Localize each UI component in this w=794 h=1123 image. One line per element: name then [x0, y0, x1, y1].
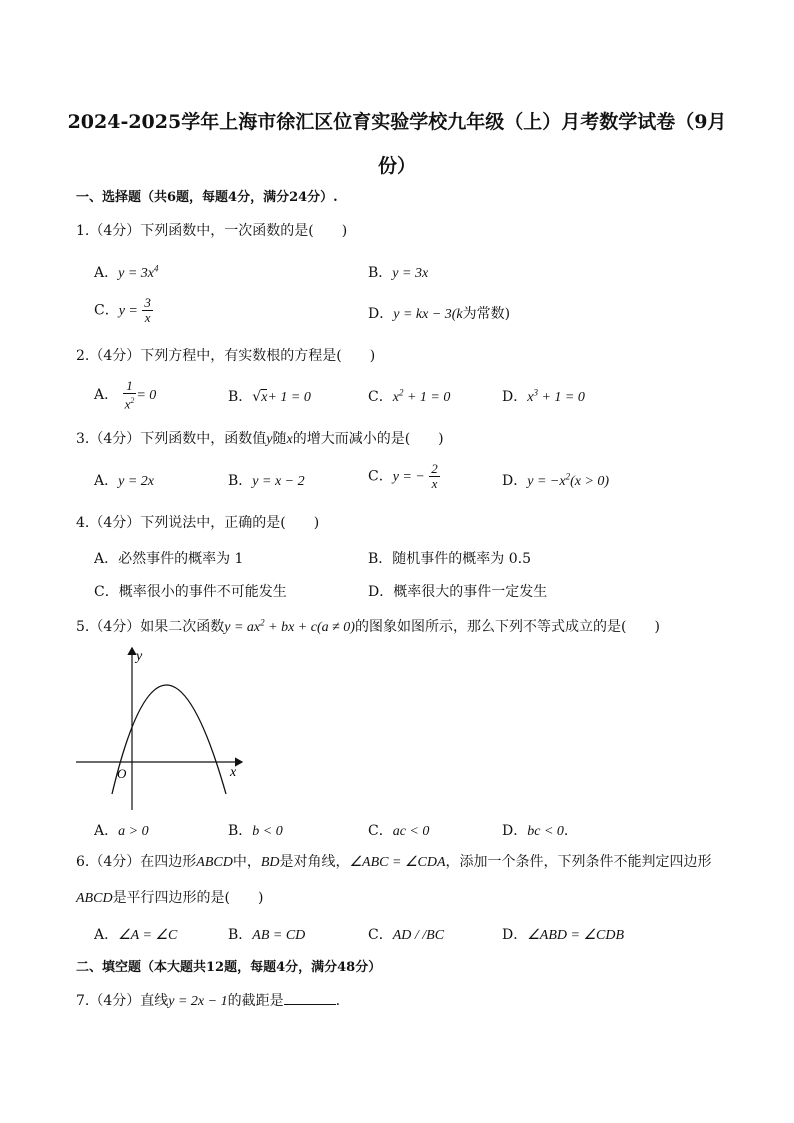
origin-label: O — [117, 766, 127, 781]
question-7-stem: 7.（4分）直线y = 2x − 1的截距是 . — [76, 990, 340, 1010]
q1-option-b[interactable]: B．y = 3x — [368, 265, 429, 281]
q4-option-d[interactable]: D．概率很大的事件一定发生 — [368, 584, 548, 600]
q5-option-a[interactable]: A．a > 0 — [94, 823, 149, 839]
q3-option-b[interactable]: B．y = x − 2 — [228, 473, 305, 489]
q4-option-c[interactable]: C．概率很小的事件不可能发生 — [94, 584, 287, 600]
y-axis-label: y — [136, 649, 143, 664]
q1-option-c[interactable]: C．y = $\frac{3}{x}$ — [94, 295, 151, 325]
fraction-1-over-x2: $\frac{1}{x^2}$ — [124, 378, 135, 412]
parabola-curve — [112, 685, 226, 794]
section-choice-heading: 一、选择题（共6题，每题4分，满分24分）. — [76, 190, 338, 205]
q5-option-c[interactable]: C．ac < 0 — [368, 823, 430, 839]
q4-option-b[interactable]: B．随机事件的概率为 0.5 — [368, 551, 532, 567]
sqrt-symbol: √ — [252, 389, 262, 405]
question-1-stem: 1.（4分）下列函数中，一次函数的是( ) — [76, 223, 348, 239]
q5-option-b[interactable]: B．b < 0 — [228, 823, 283, 839]
q2-option-c[interactable]: C．$x^2 + 1 = 0$ — [368, 387, 451, 405]
q2-option-d[interactable]: D．$x^3 + 1 = 0$ — [502, 387, 585, 405]
q4-option-a[interactable]: A．必然事件的概率为 1 — [94, 551, 244, 567]
fraction-2-over-x: $\frac{2}{x}$ — [431, 461, 438, 491]
q1-option-d[interactable]: D．y = kx − 3(k为常数) — [368, 306, 511, 322]
question-6-stem-line1: 6.（4分）在四边形ABCD中，BD是对角线，∠ABC = ∠CDA，添加一个条件，下列条件不能判定四边形 — [76, 854, 712, 870]
answer-blank[interactable] — [284, 990, 336, 1005]
q5-option-d[interactable]: D．bc < 0. — [502, 823, 569, 839]
q3-option-c[interactable]: C．y = − $\frac{2}{x}$ — [368, 461, 438, 491]
question-2-stem: 2.（4分）下列方程中，有实数根的方程是( ) — [76, 348, 376, 364]
q2-option-a[interactable]: A． $\frac{1}{x^2}$ = 0 — [94, 378, 157, 412]
parabola-graph — [72, 642, 252, 814]
question-4-stem: 4.（4分）下列说法中，正确的是( ) — [76, 515, 320, 531]
section-fill-heading: 二、填空题（本大题共12题，每题4分，满分48分） — [76, 960, 382, 975]
fraction-3-over-x: $\frac{3}{x}$ — [144, 295, 151, 325]
q3-option-a[interactable]: A．y = 2x — [94, 473, 154, 489]
question-3-stem: 3.（4分）下列函数中，函数值y随x的增大而减小的是( ) — [76, 431, 444, 447]
q1-option-a[interactable]: A．$y = 3x^4$ — [94, 263, 159, 281]
page-title: 2024-2025学年上海市徐汇区位育实验学校九年级（上）月考数学试卷（9月份） — [67, 111, 727, 177]
q6-option-c[interactable]: C．AD / /BC — [368, 927, 445, 943]
question-6-stem-line2: ABCD是平行四边形的是( ) — [76, 890, 264, 906]
q6-option-b[interactable]: B．AB = CD — [228, 927, 306, 943]
q6-option-d[interactable]: D．∠ABD = ∠CDB — [502, 927, 624, 943]
q3-option-d[interactable]: D．$y = -x^2(x > 0)$ — [502, 471, 610, 489]
q6-option-a[interactable]: A．∠A = ∠C — [94, 927, 178, 943]
x-axis-label: x — [230, 765, 237, 780]
q2-option-b[interactable]: B．√x+ 1 = 0 — [228, 389, 311, 405]
question-5-stem: 5.（4分）如果二次函数$y = ax^2$ + bx + c(a ≠ 0)的图象如图所示，那么下列不等式成立的是( ) — [76, 617, 660, 635]
